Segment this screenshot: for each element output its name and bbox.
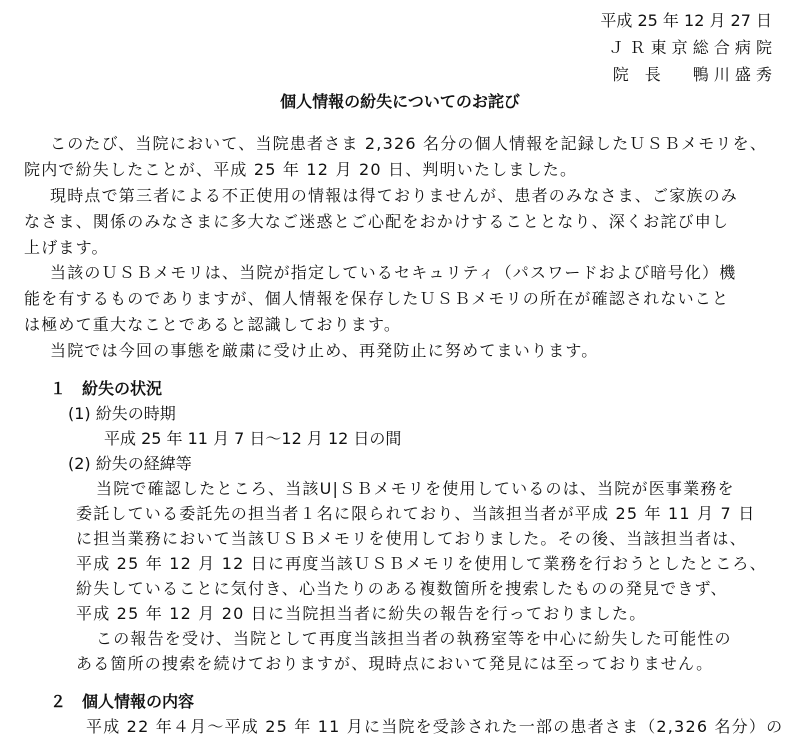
document-title: 個人情報の紛失についてのお詫び: [280, 92, 520, 111]
intro-line: 院内で紛失したことが、平成 25 年 12 月 20 日、判明いたしました。: [24, 160, 578, 179]
intro-line: なさま、関係のみなさまに多大なご迷惑とご心配をおかけすることとなり、深くお詫び申し: [24, 212, 730, 231]
details-line: 紛失していることに気付き、心当たりのある複数箇所を捜索したものの発見できず、: [76, 579, 728, 598]
section-heading: １ 紛失の状況: [50, 379, 163, 398]
intro-line: は極めて重大なことであると認識しております。: [24, 315, 402, 334]
intro-line: 上げます。: [24, 238, 109, 257]
details-line: 平成 25 年 12 月 20 日に当院担当者に紛失の報告を行っておりました。: [76, 604, 647, 623]
details-line: に担当業務において当該ＵＳＢメモリを使用しておりました。その後、当該担当者は、: [76, 529, 747, 548]
section-heading: ２ 個人情報の内容: [50, 692, 195, 711]
info-content-line: 平成 22 年４月〜平成 25 年 11 月に当院を受診された一部の患者さま（2,326 名分）の: [86, 717, 784, 736]
details-line: 平成 25 年 12 月 12 日に再度当該ＵＳＢメモリを使用して業務を行おうとしたところ、: [76, 554, 767, 573]
intro-line: このたび、当院において、当院患者さま 2,326 名分の個人情報を記録したＵＳＢメモリを、: [50, 134, 768, 153]
details-line: 委託している委託先の担当者１名に限られており、当該担当者が平成 25 年 11 月 7 日: [76, 504, 756, 523]
author-signature: 院 長 鴨 川 盛 秀: [612, 65, 772, 84]
details-line: 当院で確認したところ、当該U|ＳＢメモリを使用しているのは、当院が医事業務を: [96, 479, 735, 498]
letter-date: 平成 25 年 12 月 27 日: [600, 11, 772, 30]
details-line: この報告を受け、当院として再度当該担当者の執務室等を中心に紛失した可能性の: [96, 629, 732, 648]
intro-line: 当院では今回の事態を厳粛に受け止め、再発防止に努めてまいります。: [50, 341, 599, 360]
intro-line: 現時点で第三者による不正使用の情報は得ておりませんが、患者のみなさま、ご家族のみ: [50, 186, 739, 205]
loss-period-text: 平成 25 年 11 月 7 日〜12 月 12 日の間: [104, 429, 402, 448]
subsection-heading: (2) 紛失の経緯等: [68, 454, 192, 473]
subsection-heading: (1) 紛失の時期: [68, 404, 176, 423]
hospital-name: Ｊ Ｒ 東 京 総 合 病 院: [608, 38, 772, 57]
details-line: ある箇所の捜索を続けておりますが、現時点において発見には至っておりません。: [76, 654, 714, 673]
intro-line: 当該のＵＳＢメモリは、当院が指定しているセキュリティ（パスワードおよび暗号化）機: [50, 263, 737, 282]
intro-line: 能を有するものでありますが、個人情報を保存したＵＳＢメモリの所在が確認されないこと: [24, 289, 730, 308]
